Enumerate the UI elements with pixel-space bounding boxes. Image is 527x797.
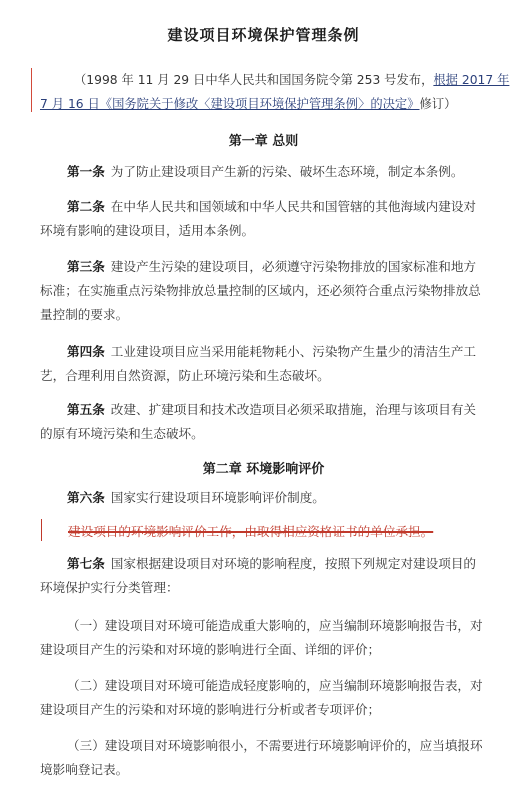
article-line: 艺，合理利用自然资源，防止环境污染和生态破坏。	[40, 368, 330, 383]
issuance-note-line-1	[40, 68, 510, 92]
article-number: 第五条	[67, 402, 105, 417]
article-line: 标准；在实施重点污染物排放总量控制的区域内，还必须符合重点污染物排放总	[40, 283, 481, 298]
article-line	[40, 160, 495, 184]
document-title: 建设项目环境保护管理条例	[167, 26, 360, 44]
article-1	[40, 160, 495, 184]
list-item-line: （三）建设项目对环境影响很小，不需要进行环境影响评价的，应当填报环	[67, 738, 483, 753]
article-text: 为了防止建设项目产生新的污染、破坏生态环境，制定本条例。	[110, 164, 464, 179]
article-line	[40, 340, 495, 364]
deleted-sentence: 建设项目的环境影响评价工作，由取得相应资格证书的单位承担。	[68, 524, 434, 539]
article-number: 第一条	[67, 164, 105, 179]
revision-link-part-1[interactable]: 根据 2017 年	[433, 73, 510, 87]
list-item-line: （二）建设项目对环境可能造成轻度影响的，应当编制环境影响报告表，对	[67, 678, 483, 693]
article-line: 的原有环境污染和生态破坏。	[40, 426, 204, 441]
list-item-line: 境影响登记表。	[40, 762, 129, 777]
list-item-line: 建设项目产生的污染和对环境的影响进行分析或者专项评价；	[40, 702, 381, 717]
issuance-note-suffix: 修订）	[419, 97, 457, 111]
article-number: 第七条	[67, 556, 105, 571]
article-number: 第四条	[67, 344, 105, 359]
article-text: 国家实行建设项目环境影响评价制度。	[110, 490, 325, 505]
article-2	[40, 195, 495, 243]
chapter-heading-2: 第二章 环境影响评价	[202, 462, 325, 477]
article-line	[40, 552, 495, 576]
article-line	[40, 195, 495, 219]
article-line: 量控制的要求。	[40, 307, 129, 322]
article-line: 环境保护实行分类管理：	[40, 580, 179, 595]
article-5	[40, 398, 495, 446]
list-item-line: （一）建设项目对环境可能造成重大影响的，应当编制环境影响报告书，对	[67, 618, 483, 633]
list-item-line: 建设项目产生的污染和对环境的影响进行全面、详细的评价；	[40, 642, 381, 657]
article-text: 国家根据建设项目对环境的影响程度，按照下列规定对建设项目的	[110, 556, 476, 571]
revision-marker-bar	[31, 68, 32, 112]
article-3	[40, 255, 495, 327]
article-7	[40, 552, 495, 600]
list-item-3	[40, 734, 495, 782]
article-number: 第二条	[67, 199, 105, 214]
article-number: 第三条	[67, 259, 105, 274]
chapter-heading-1: 第一章 总则	[228, 134, 299, 149]
deletion-marker-bar	[41, 519, 42, 541]
list-item-1	[40, 614, 495, 662]
list-item-2	[40, 674, 495, 722]
article-line: 环境有影响的建设项目，适用本条例。	[40, 223, 255, 238]
article-text: 工业建设项目应当采用能耗物耗小、污染物产生量少的清洁生产工	[110, 344, 476, 359]
article-line	[40, 255, 495, 279]
issuance-note-line-2	[40, 92, 500, 116]
article-line	[40, 398, 495, 422]
article-text: 改建、扩建项目和技术改造项目必须采取措施，治理与该项目有关	[110, 402, 476, 417]
article-6	[40, 486, 495, 510]
article-text: 建设产生污染的建设项目，必须遵守污染物排放的国家标准和地方	[110, 259, 476, 274]
issuance-note-text: （1998 年 11 月 29 日中华人民共和国国务院令第 253 号发布，	[74, 73, 434, 87]
article-number: 第六条	[67, 490, 105, 505]
article-line	[40, 486, 495, 510]
article-text: 在中华人民共和国领域和中华人民共和国管辖的其他海域内建设对	[110, 199, 476, 214]
revision-link-part-2[interactable]: 7 月 16 日《国务院关于修改〈建设项目环境保护管理条例〉的决定》	[40, 97, 420, 111]
issuance-note	[40, 68, 510, 116]
article-4	[40, 340, 495, 388]
